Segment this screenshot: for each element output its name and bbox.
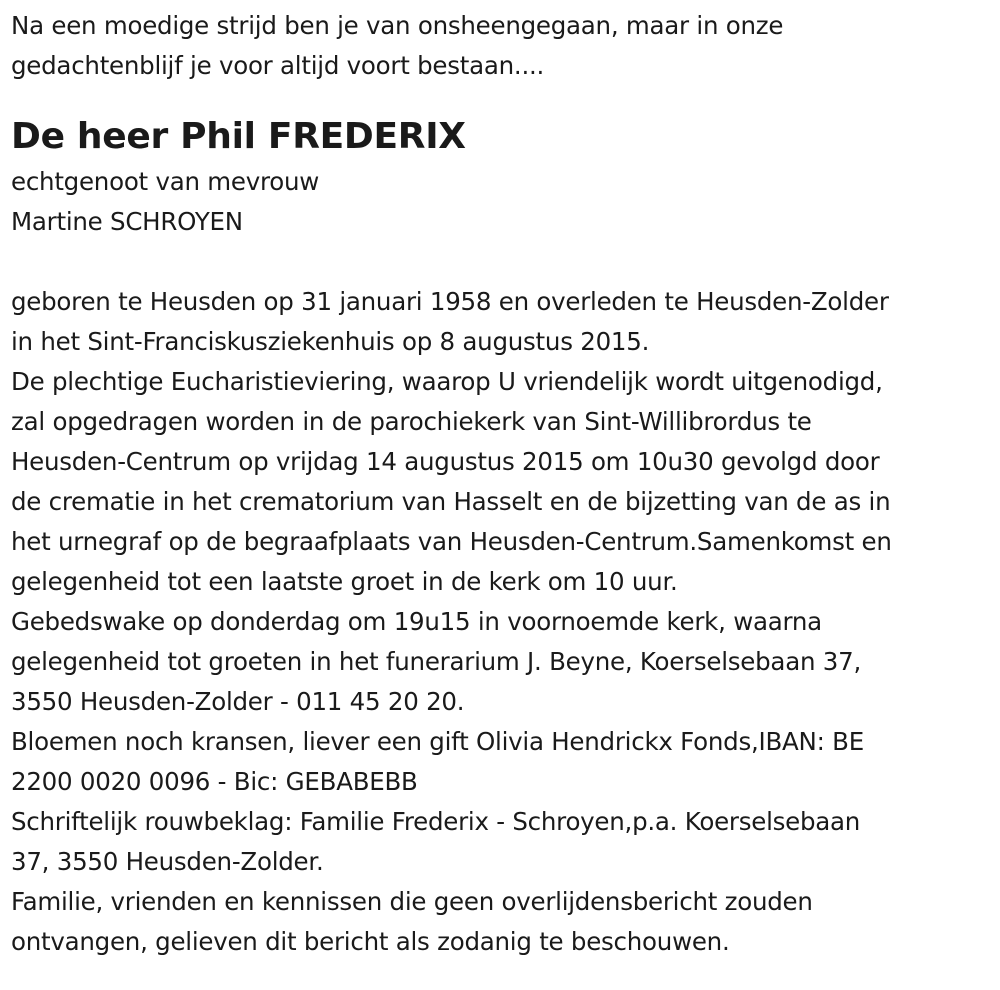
body-line: zal opgedragen worden in de parochiekerk van Sint-Willibrordus te <box>11 407 812 436</box>
body-line: 3550 Heusden-Zolder - 011 45 20 20. <box>11 687 465 716</box>
spouse-line: Martine SCHROYEN <box>11 207 243 236</box>
body-line: Gebedswake op donderdag om 19u15 in voornoemde kerk, waarna <box>11 607 822 636</box>
quote-line: Na een moedige strijd ben je van onsheengegaan, maar in onze <box>11 11 784 40</box>
spouse-info <box>11 162 996 242</box>
body-line: gelegenheid tot groeten in het funerarium J. Beyne, Koerselsebaan 37, <box>11 647 861 676</box>
body-line: 37, 3550 Heusden-Zolder. <box>11 847 324 876</box>
body-line: geboren te Heusden op 31 januari 1958 en overleden te Heusden-Zolder <box>11 287 889 316</box>
spouse-line: echtgenoot van mevrouw <box>11 167 320 196</box>
body-line: de crematie in het crematorium van Hasselt en de bijzetting van de as in <box>11 487 891 516</box>
body-line: De plechtige Eucharistieviering, waarop U vriendelijk wordt uitgenodigd, <box>11 367 883 396</box>
body-line: gelegenheid tot een laatste groet in de kerk om 10 uur. <box>11 567 678 596</box>
body-line: in het Sint-Franciskusziekenhuis op 8 augustus 2015. <box>11 327 650 356</box>
notice-body <box>11 282 996 962</box>
body-line: Heusden-Centrum op vrijdag 14 augustus 2015 om 10u30 gevolgd door <box>11 447 880 476</box>
obituary-notice <box>11 6 996 962</box>
body-line: ontvangen, gelieven dit bericht als zodanig te beschouwen. <box>11 927 730 956</box>
memorial-quote <box>11 6 996 86</box>
body-line: Familie, vrienden en kennissen die geen overlijdensbericht zouden <box>11 887 813 916</box>
section-spacer <box>11 242 996 282</box>
body-line: 2200 0020 0096 - Bic: GEBABEBB <box>11 767 418 796</box>
body-line: Schriftelijk rouwbeklag: Familie Frederix - Schroyen,p.a. Koerselsebaan <box>11 807 861 836</box>
deceased-name: De heer Phil FREDERIX <box>11 116 466 157</box>
quote-line: gedachtenblijf je voor altijd voort bestaan.... <box>11 51 545 80</box>
body-line: Bloemen noch kransen, liever een gift Olivia Hendrickx Fonds,IBAN: BE <box>11 727 864 756</box>
body-line: het urnegraf op de begraafplaats van Heusden-Centrum.Samenkomst en <box>11 527 892 556</box>
